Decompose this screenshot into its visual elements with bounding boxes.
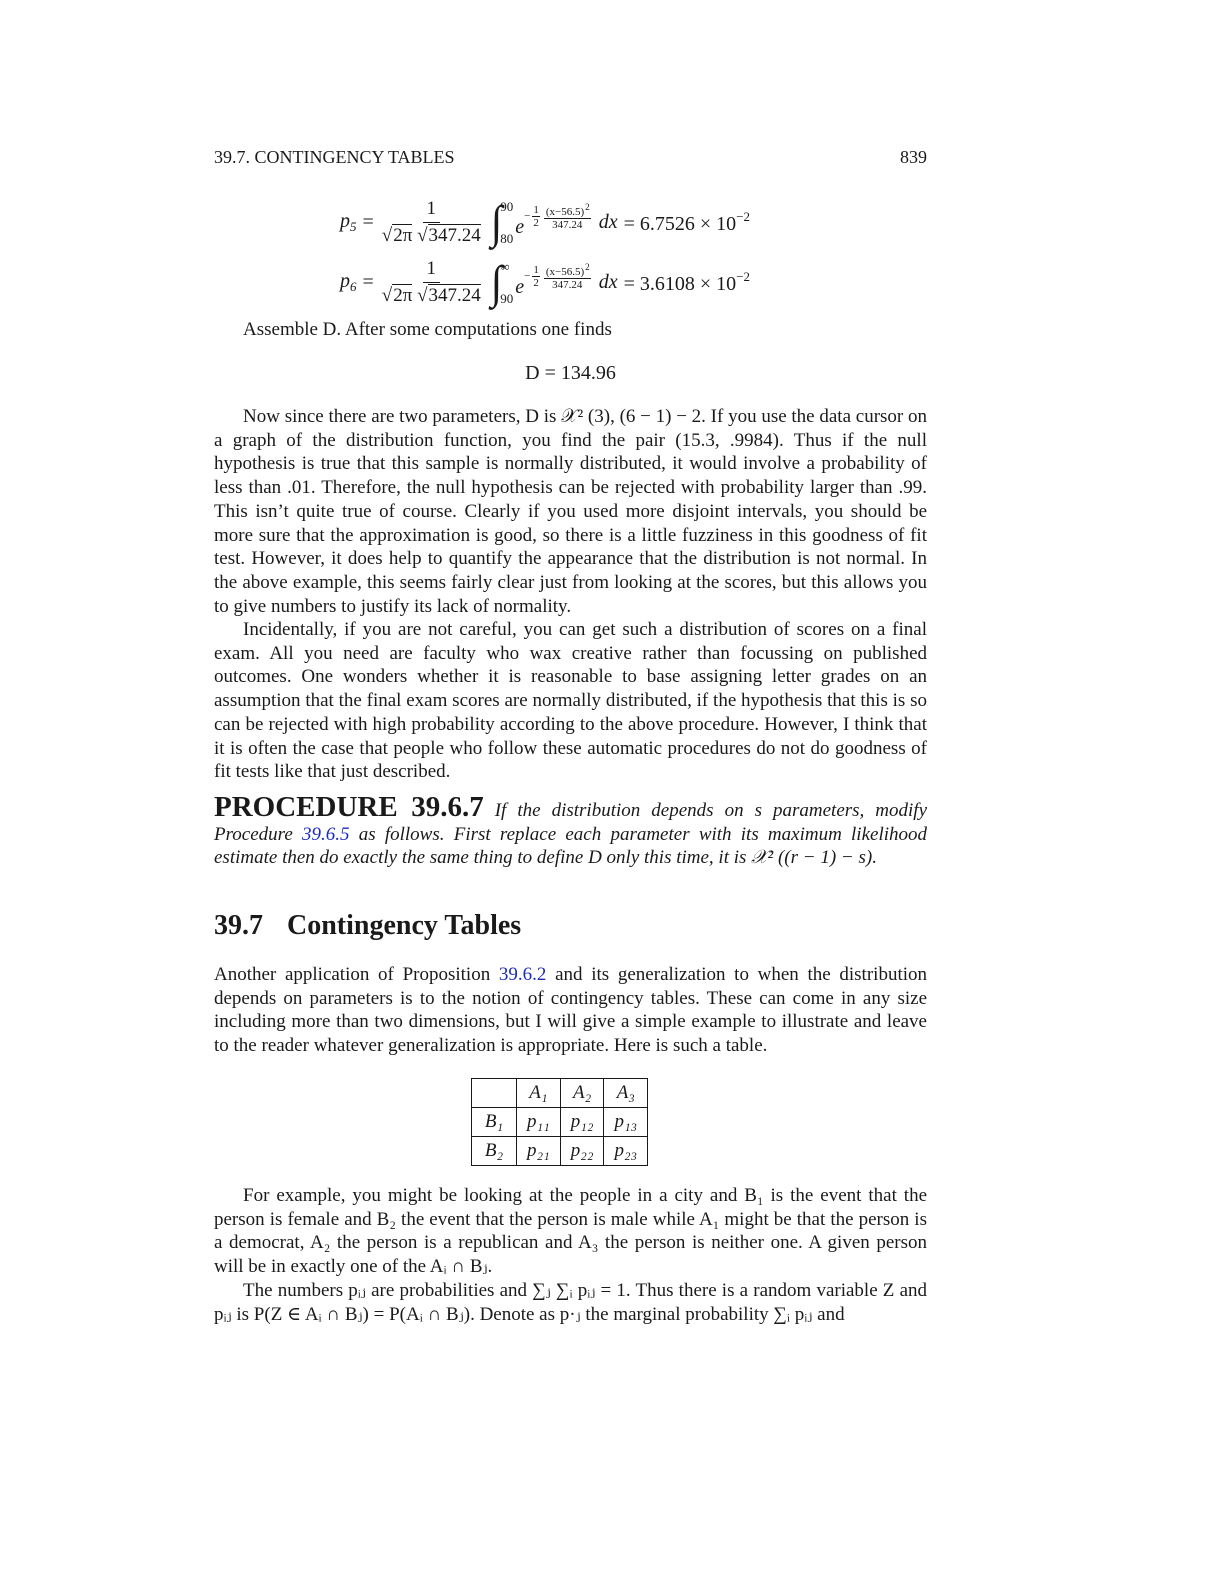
page-number: 839	[900, 147, 927, 167]
table-row	[472, 1108, 648, 1137]
contingency-table	[471, 1078, 648, 1166]
page-header	[214, 147, 927, 168]
eq-lhs: $p_5$	[340, 210, 357, 234]
equals-sign: =	[362, 211, 374, 233]
equation-p5	[340, 198, 750, 247]
table-cell: p₁₂	[560, 1108, 604, 1137]
table-row-header: B₂	[472, 1137, 517, 1166]
exponential: e − $\frac{1}{2}$ $\frac{(x-56.5)^2}{347.24}$	[515, 262, 590, 298]
table-row-header: B₁	[472, 1108, 517, 1137]
table-cell: p₂₂	[560, 1137, 604, 1166]
proposition-link[interactable]: 39.6.2	[498, 964, 547, 985]
procedure-text-post: as follows. First replace each parameter with its maximum likelihood estimate then do exactly the same thing to define D only this time, it is 𝒳² ((r − 1) − s).	[214, 823, 928, 869]
table-cell: p₂₃	[604, 1137, 648, 1166]
eq-result: = $6.7526 \times 10^{-2}$	[623, 209, 751, 235]
section-heading	[214, 910, 521, 942]
section-number: 39.7	[214, 910, 263, 941]
procedure-block	[214, 791, 928, 870]
another-text-post: and its generalization to when the distribution depends on parameters is to the notion of contingency tables. These can come in any size including more than two dimensions, but I will give a simple example to illustrate and leave to the reader whatever generalization is appropriate. Here is such a table.	[214, 964, 928, 1057]
table-row	[472, 1137, 648, 1166]
procedure-link[interactable]: 39.6.5	[302, 823, 350, 845]
table-col-header: A₁	[517, 1079, 561, 1108]
procedure-text-pre: If the distribution depends on s parameters, modify Procedure	[214, 800, 928, 845]
eq-lhs: $p_6$	[340, 270, 357, 294]
eq-result: = $3.6108 \times 10^{-2}$	[623, 269, 751, 295]
table-cell: p₁₃	[604, 1108, 648, 1137]
paragraph-now-since: Now since there are two parameters, D is 𝒳² (3), (6 − 1) − 2. If you use the data cursor on a graph of the distribution function, you find the pair (15.3, .9984). Thus if the null hypothesis is true that this sample is normally distributed, it would involve a probability of less than .01. Therefore, the null hypothesis can be rejected with probability larger than .99. This isn’t quite true of course. Clearly if you used more disjoint intervals, you should be more sure that the approximation is good, so there is a little fuzziness in this goodness of fit test. However, it does help to quantify the appearance that the distribution is not normal. In the above example, this seems fairly clear just from looking at the scores, but this allows you to give numbers to justify its lack of normality.	[214, 406, 927, 617]
integral: ∫ 90 80	[490, 197, 514, 248]
exponential: e − $\frac{1}{2}$ $\frac{(x-56.5)^2}{347.24}$	[515, 202, 590, 238]
paragraph-incidentally: Incidentally, if you are not careful, you can get such a distribution of scores on a final exam. All you need are faculty who wax creative rather than focussing on published outcomes. One wonders whether it is reasonable to base assigning letter grades on an assumption that the final exam scores are normally distributed, if the hypothesis that this is so can be rejected with high probability according to the above procedure. However, I think that it is often the case that people who follow these automatic procedures do not do goodness of fit tests like that just described.	[214, 619, 927, 783]
differential: dx	[598, 211, 618, 233]
procedure-heading: PROCEDURE 39.6.7	[214, 791, 484, 823]
equation-p6	[340, 258, 750, 307]
equals-sign: =	[362, 271, 374, 293]
paragraph-another	[214, 963, 927, 1058]
another-text-pre: Another application of Proposition	[214, 964, 491, 985]
table-cell: p₁₁	[517, 1108, 561, 1137]
equation-D: D = 134.96	[525, 362, 616, 384]
table-corner-cell	[472, 1079, 517, 1108]
table-header-row	[472, 1079, 648, 1108]
paragraph-for-example: For example, you might be looking at the people in a city and B₁ is the event that the person is female and B₂ the event that the person is male while A₁ might be that the person is a democrat, A₂ the person is a republican and A₃ the person is neither one. A given person will be in exactly one of the Aᵢ ∩ Bⱼ.	[214, 1185, 927, 1278]
paragraph-numbers: The numbers pᵢⱼ are probabilities and ∑ⱼ ∑ᵢ pᵢⱼ = 1. Thus there is a random variable Z and pᵢⱼ is P(Z ∈ Aᵢ ∩ Bⱼ) = P(Aᵢ ∩ Bⱼ). Denote as p·ⱼ the marginal probability ∑ᵢ pᵢⱼ and	[214, 1280, 927, 1325]
integral: ∫ ∞ 90	[490, 257, 514, 308]
eq-fraction: $\frac{1}{√2\pi √347.24}$	[381, 258, 481, 306]
table-cell: p₂₁	[517, 1137, 561, 1166]
section-title: Contingency Tables	[287, 910, 522, 941]
table-col-header: A₃	[604, 1079, 648, 1108]
table-col-header: A₂	[560, 1079, 604, 1108]
running-header: 39.7. CONTINGENCY TABLES	[214, 147, 455, 167]
differential: dx	[598, 271, 618, 293]
assemble-text: Assemble D. After some computations one finds	[243, 319, 612, 340]
eq-fraction: $\frac{1}{√2\pi √347.24}$	[381, 198, 481, 246]
